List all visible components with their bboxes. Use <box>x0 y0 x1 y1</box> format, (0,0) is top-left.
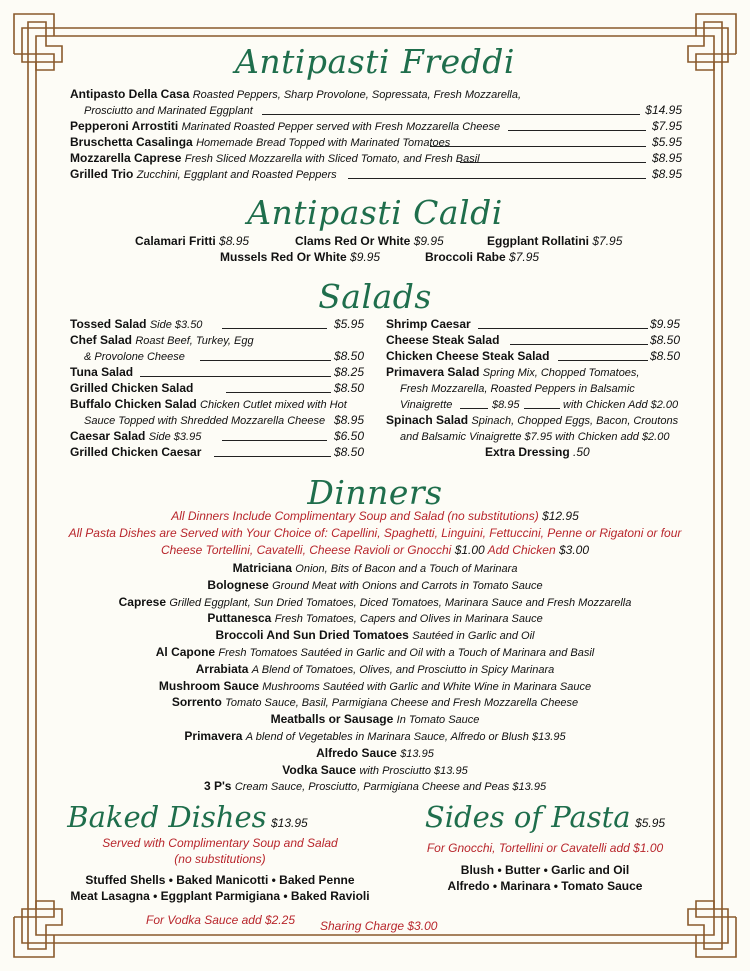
dinner-item <box>0 644 750 661</box>
item-desc: Side $3.50 <box>149 319 203 331</box>
menu-item <box>70 364 133 380</box>
leader-line <box>460 408 488 409</box>
item-price: .50 <box>573 445 590 459</box>
leader-line <box>222 440 327 441</box>
item-name: Grilled Chicken Salad <box>70 381 194 395</box>
item-price: $8.50 <box>334 445 365 459</box>
item-desc: A Blend of Tomatoes, Olives, and Prosciutto in Spicy Marinara <box>251 663 555 676</box>
dinner-item <box>0 762 750 779</box>
item-desc: with Prosciutto $13.95 <box>359 764 468 777</box>
item-name: Caprese <box>118 594 166 609</box>
dinner-item <box>0 577 750 594</box>
item-desc: Vinaigrette <box>400 399 453 411</box>
item-desc: Tomato Sauce, Basil, Parmigiana Cheese and Fresh Mozzarella Cheese <box>225 697 579 710</box>
baked-heading: Baked Dishes <box>67 800 267 834</box>
item-name: Primavera <box>184 729 243 743</box>
leader-line <box>510 344 648 345</box>
salads-heading: Salads <box>318 277 432 316</box>
item-price: $6.50 <box>334 429 365 443</box>
menu-item <box>386 412 678 429</box>
antipasti-caldi-heading: Antipasti Caldi <box>247 193 503 232</box>
vodka-note: For Vodka Sauce add $2.25 <box>146 913 295 927</box>
dinner-item <box>0 594 750 611</box>
dinner-item <box>0 678 750 695</box>
item-name: Broccoli And Sun Dried Tomatoes <box>215 628 409 643</box>
leader-line <box>430 146 646 147</box>
item-name: Antipasto Della Casa <box>70 87 190 101</box>
item-desc: Roasted Peppers, Sharp Provolone, Sopressata, Fresh Mozzarella, <box>192 89 522 101</box>
menu-item <box>425 249 539 265</box>
item-price: $9.95 <box>350 250 381 264</box>
menu-item <box>295 233 444 249</box>
leader-line <box>508 130 646 131</box>
item-name: Spinach Salad <box>386 413 469 427</box>
item-name: Grilled Chicken Caesar <box>70 445 202 459</box>
note-price: $3.00 <box>559 543 590 557</box>
item-name: Buffalo Chicken Salad <box>70 397 197 411</box>
sides-heading-wrap <box>400 800 690 834</box>
item-desc: Fresh Mozzarella, Roasted Peppers in Balsamic <box>400 383 635 395</box>
menu-item <box>70 380 193 396</box>
menu-item <box>220 249 380 265</box>
item-price: $8.95 <box>492 399 520 411</box>
dinners-heading: Dinners <box>307 473 443 512</box>
item-desc: A blend of Vegetables in Marinara Sauce, Alfredo or Blush $13.95 <box>245 731 566 743</box>
menu-item <box>70 428 201 445</box>
note-text: Add Chicken <box>487 543 556 557</box>
item-desc: Grilled Eggplant, Sun Dried Tomatoes, Diced Tomatoes, Marinara Sauce and Fresh Mozzarella <box>169 596 632 609</box>
item-name: Extra Dressing <box>485 445 570 459</box>
item-desc: Prosciutto and Marinated Eggplant <box>84 105 253 117</box>
item-price: $8.50 <box>649 333 680 347</box>
item-desc: Cream Sauce, Prosciutto, Parmigiana Cheese and Peas $13.95 <box>234 781 547 794</box>
item-name: Meatballs or Sausage <box>270 712 394 727</box>
dinner-item <box>0 711 750 728</box>
item-name: Broccoli Rabe <box>425 250 506 264</box>
item-name: Bruschetta Casalinga <box>70 135 193 149</box>
dinner-item <box>0 610 750 627</box>
baked-list: Stuffed Shells • Baked Manicotti • Baked Penne <box>85 873 355 887</box>
item-desc: Spring Mix, Chopped Tomatoes, <box>482 367 640 379</box>
item-name: Primavera Salad <box>386 365 480 379</box>
menu-item <box>70 444 201 460</box>
menu-item <box>400 396 452 413</box>
item-name: Mozzarella Caprese <box>70 151 182 165</box>
item-name: Matriciana <box>232 561 292 575</box>
menu-item <box>487 233 622 249</box>
item-name: Tossed Salad <box>70 317 147 331</box>
baked-list: Meat Lasagna • Eggplant Parmigiana • Baked Ravioli <box>70 889 370 903</box>
note-text: Cheese Tortellini, Cavatelli, Cheese Ravioli or Gnocchi <box>160 543 452 557</box>
item-desc: and Balsamic Vinaigrette $7.95 with Chicken add $2.00 <box>400 431 670 443</box>
note-price: $12.95 <box>542 509 579 523</box>
item-name: Bolognese <box>207 577 269 592</box>
dinner-item <box>0 627 750 644</box>
dinner-item <box>0 661 750 678</box>
sides-list: Alfredo • Marinara • Tomato Sauce <box>447 879 643 893</box>
item-name: Pepperoni Arrostiti <box>70 119 179 133</box>
item-price: $7.95 <box>509 250 540 264</box>
menu-item <box>386 332 499 348</box>
item-price: $5.95 <box>651 135 682 149</box>
pasta-note-2 <box>0 542 750 558</box>
item-desc: Marinated Roasted Pepper served with Fresh Mozzarella Cheese <box>181 121 501 133</box>
dinner-item <box>0 745 750 762</box>
item-desc: In Tomato Sauce <box>396 714 480 727</box>
menu-item <box>70 332 254 349</box>
leader-line <box>222 328 327 329</box>
item-price: $8.50 <box>334 349 365 363</box>
item-price: $8.50 <box>649 349 680 363</box>
item-desc: Chicken Cutlet mixed with Hot <box>200 399 347 411</box>
menu-item <box>70 134 450 151</box>
leader-line <box>348 178 646 179</box>
baked-heading-wrap <box>0 800 375 834</box>
leader-line <box>262 114 640 115</box>
item-desc: $13.95 <box>400 747 434 760</box>
item-desc: Side $3.95 <box>148 431 202 443</box>
antipasti-freddi-heading: Antipasti Freddi <box>235 42 515 81</box>
item-name: Shrimp Caesar <box>386 317 471 331</box>
item-name: Alfredo Sauce <box>316 745 397 760</box>
item-desc: Zucchini, Eggplant and Roasted Peppers <box>136 169 337 181</box>
item-name: 3 P's <box>203 779 232 794</box>
item-name: Chef Salad <box>70 333 133 347</box>
pasta-note: All Pasta Dishes are Served with Your Choice of: Capellini, Spaghetti, Linguini, Fettuccini, Penne or Rigatoni or four <box>68 526 682 540</box>
sides-list: Blush • Butter • Garlic and Oil <box>460 863 630 877</box>
menu-item <box>70 396 347 413</box>
note-text: All Dinners Include Complimentary Soup and Salad (no substitutions) <box>171 509 539 523</box>
menu-item <box>386 316 471 332</box>
item-name: Sorrento <box>171 695 222 710</box>
item-price: $5.95 <box>334 317 365 331</box>
menu-item <box>135 233 249 249</box>
item-price: $9.95 <box>649 317 680 331</box>
dinner-item <box>0 778 750 795</box>
item-price: $14.95 <box>645 103 682 117</box>
item-name: Grilled Trio <box>70 167 134 181</box>
item-desc: Spinach, Chopped Eggs, Bacon, Croutons <box>471 415 679 427</box>
item-price: $7.95 <box>592 234 623 248</box>
menu-item <box>70 86 521 103</box>
dinners-note <box>0 508 750 524</box>
sides-price: $5.95 <box>635 816 666 830</box>
item-name: Chicken Cheese Steak Salad <box>386 349 550 363</box>
item-price: $8.95 <box>651 167 682 181</box>
item-price: $8.95 <box>651 151 682 165</box>
item-desc: Mushrooms Sautéed with Garlic and White Wine in Marinara Sauce <box>262 680 592 693</box>
dinner-item <box>0 560 750 577</box>
menu-item <box>70 166 337 183</box>
menu-item <box>386 364 639 381</box>
item-name: Clams Red Or White <box>295 234 411 248</box>
baked-note: Served with Complimentary Soup and Salad <box>102 836 338 850</box>
leader-line <box>214 456 331 457</box>
item-name: Puttanesca <box>207 611 272 626</box>
item-name: Vodka Sauce <box>282 762 357 777</box>
sides-note: For Gnocchi, Tortellini or Cavatelli add $1.00 <box>426 841 664 855</box>
item-name: Arrabiata <box>195 661 249 676</box>
menu-item <box>70 316 202 333</box>
item-price: $7.95 <box>651 119 682 133</box>
item-name: Caesar Salad <box>70 429 146 443</box>
sharing-charge: Sharing Charge $3.00 <box>320 919 438 933</box>
item-name: Eggplant Rollatini <box>487 234 589 248</box>
note-price: $1.00 <box>454 543 485 557</box>
item-desc: Homemade Bread Topped with Marinated Tomatoes <box>196 137 451 149</box>
item-name: Mussels Red Or White <box>220 250 347 264</box>
item-desc: Fresh Tomatoes, Capers and Olives in Marinara Sauce <box>274 613 543 626</box>
item-price: $8.95 <box>219 234 250 248</box>
item-desc: with Chicken Add $2.00 <box>563 399 679 411</box>
dinner-item <box>0 728 750 745</box>
menu-item <box>485 444 590 460</box>
baked-note: (no substitutions) <box>174 852 266 866</box>
leader-line <box>200 360 331 361</box>
item-desc: Onion, Bits of Bacon and a Touch of Marinara <box>295 563 518 575</box>
dinner-item <box>0 694 750 711</box>
leader-line <box>460 162 646 163</box>
item-name: Cheese Steak Salad <box>386 333 500 347</box>
leader-line <box>478 328 648 329</box>
item-name: Al Capone <box>155 645 216 659</box>
item-desc: Sautéed in Garlic and Oil <box>412 630 535 643</box>
leader-line <box>524 408 560 409</box>
sides-heading: Sides of Pasta <box>424 800 631 834</box>
menu-item <box>70 118 500 135</box>
item-price: $9.95 <box>413 234 444 248</box>
item-desc: & Provolone Cheese <box>84 351 185 363</box>
leader-line <box>140 376 331 377</box>
item-name: Mushroom Sauce <box>158 678 259 693</box>
leader-line <box>226 392 331 393</box>
item-desc: Fresh Sliced Mozzarella with Sliced Tomato, and Fresh Basil <box>184 153 480 165</box>
item-price: $8.25 <box>334 365 365 379</box>
baked-price: $13.95 <box>271 816 308 830</box>
item-desc: Ground Meat with Onions and Carrots in Tomato Sauce <box>272 579 543 592</box>
item-price: $8.50 <box>334 381 365 395</box>
item-desc: Sauce Topped with Shredded Mozzarella Cheese <box>84 415 326 427</box>
menu-item <box>386 348 549 364</box>
item-name: Calamari Fritti <box>135 234 216 248</box>
item-price: $8.95 <box>334 413 365 427</box>
item-name: Tuna Salad <box>70 365 134 379</box>
menu-item <box>70 150 480 167</box>
item-desc: Roast Beef, Turkey, Egg <box>135 335 254 347</box>
item-desc: Fresh Tomatoes Sautéed in Garlic and Oil with a Touch of Marinara and Basil <box>218 647 595 659</box>
leader-line <box>558 360 648 361</box>
